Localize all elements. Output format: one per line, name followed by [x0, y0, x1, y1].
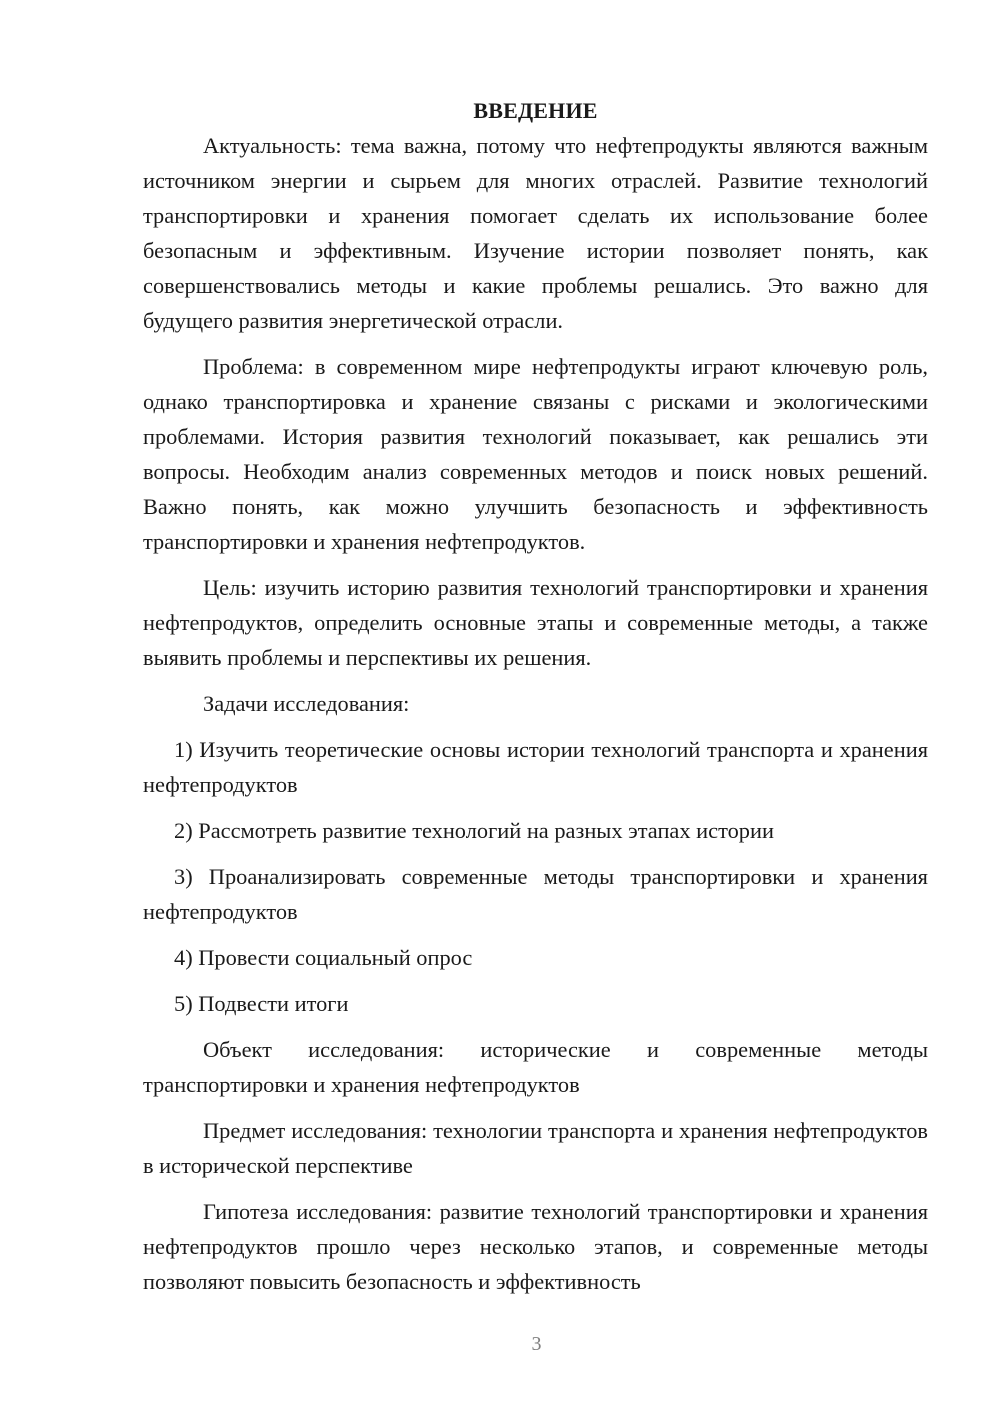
tasks-list	[143, 732, 928, 1021]
paragraph-object: Объект исследования: исторические и современные методы транспортировки и хранения нефтепродуктов	[143, 1037, 928, 1097]
list-item: 2) Рассмотреть развитие технологий на разных этапах истории	[174, 818, 774, 843]
section-title: ВВЕДЕНИЕ	[473, 98, 598, 123]
document-page	[143, 93, 928, 1299]
tasks-heading: Задачи исследования:	[203, 691, 410, 716]
list-item: 4) Провести социальный опрос	[174, 945, 473, 970]
paragraph-subject: Предмет исследования: технологии транспорта и хранения нефтепродуктов в исторической перспективе	[143, 1118, 928, 1178]
list-item: 3) Проанализировать современные методы транспортировки и хранения нефтепродуктов	[143, 864, 928, 924]
paragraph-goal: Цель: изучить историю развития технологий транспортировки и хранения нефтепродуктов, определить основные этапы и современные методы, а также выявить проблемы и перспективы их решения.	[143, 575, 928, 670]
paragraph-relevance: Актуальность: тема важна, потому что нефтепродукты являются важным источником энергии и сырьем для многих отраслей. Развитие технологий транспортировки и хранения помогает сделать их использование более безопасным и эффективным. Изучение истории позволяет понять, как совершенствовались методы и какие проблемы решались. Это важно для будущего развития энергетической отрасли.	[143, 133, 928, 333]
page-number: 3	[531, 1333, 542, 1355]
list-item: 5) Подвести итоги	[174, 991, 349, 1016]
paragraph-hypothesis: Гипотеза исследования: развитие технологий транспортировки и хранения нефтепродуктов прошло через несколько этапов, и современные методы позволяют повысить безопасность и эффективность	[143, 1199, 928, 1294]
list-item: 1) Изучить теоретические основы истории технологий транспорта и хранения нефтепродуктов	[143, 737, 928, 797]
paragraph-problem: Проблема: в современном мире нефтепродукты играют ключевую роль, однако транспортировка и хранение связаны с рисками и экологическими проблемами. История развития технологий показывает, как решались эти вопросы. Необходим анализ современных методов и поиск новых решений. Важно понять, как можно улучшить безопасность и эффективность транспортировки и хранения нефтепродуктов.	[143, 354, 928, 554]
